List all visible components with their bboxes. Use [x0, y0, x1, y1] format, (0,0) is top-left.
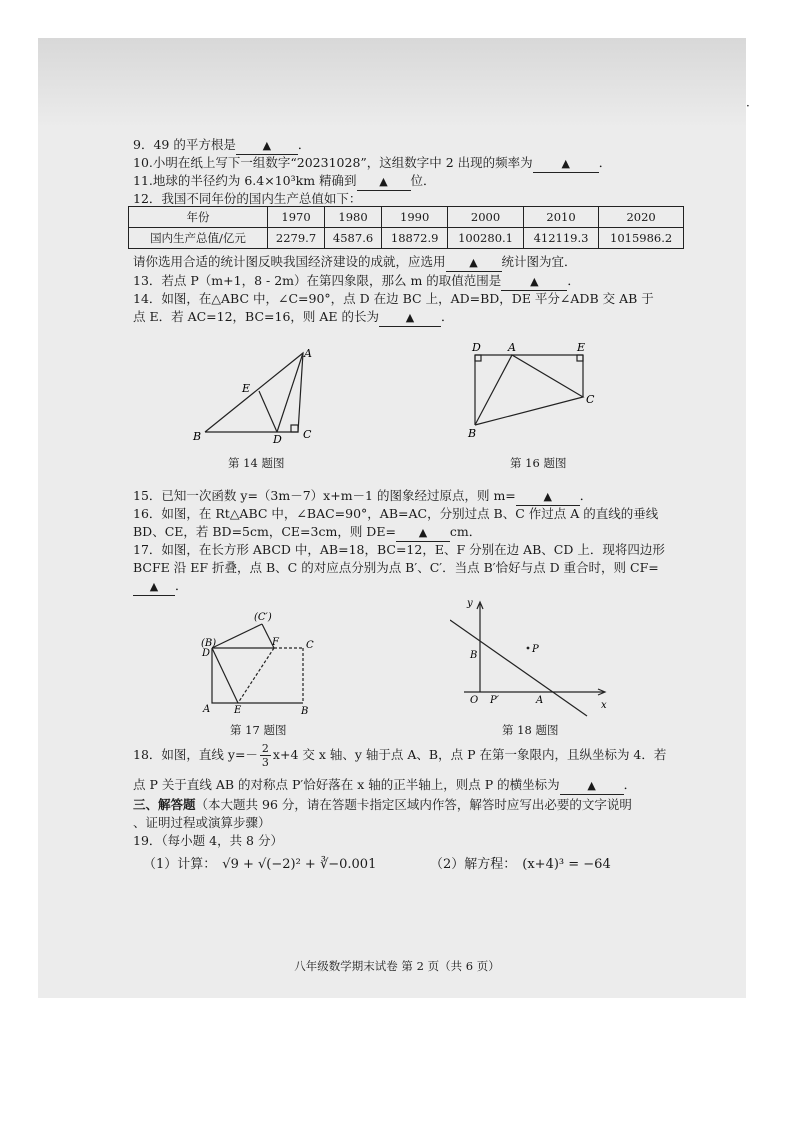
answer-blank: ▲	[560, 776, 624, 795]
point-P	[527, 647, 530, 650]
axis-y-label: y	[467, 598, 473, 609]
question-14-line2: 点 E．若 AC=12，BC=16，则 AE 的长为 ▲ ．	[133, 308, 454, 327]
question-17-line1: 17．如图，在长方形 ABCD 中，AB=18，BC=12，E、F 分别在边 AB、CD 上．现将四边形	[133, 542, 665, 557]
figure-16-caption: 第 16 题图	[510, 456, 567, 470]
table-cell: 4587.6	[325, 228, 382, 249]
fraction: $\frac{2}{3}$	[261, 742, 269, 769]
page-footer: 八年级数学期末试卷 第 2 页（共 6 页）	[294, 959, 500, 973]
table-row	[129, 207, 684, 228]
table-header: 国内生产总值/亿元	[129, 228, 268, 249]
table-cell: 2279.7	[268, 228, 325, 249]
section-3-line1: 三、解答题（本大题共 96 分，请在答题卡指定区域内作答，解答时应写出必要的文字说明	[133, 797, 632, 812]
answer-blank: ▲	[516, 487, 580, 506]
gdp-table	[128, 206, 684, 249]
label-B: B	[468, 427, 477, 440]
question-13: 13．若点 P（m+1，8 - 2m）在第四象限，那么 m 的取值范围是 ▲ ．	[133, 272, 580, 291]
table-cell: 1990	[382, 207, 448, 228]
label-E: E	[242, 382, 251, 395]
label-A: A	[508, 341, 516, 354]
label-E: E	[234, 705, 242, 716]
label-B: B	[193, 430, 202, 443]
question-10: 10.小明在纸上写下一组数字“20231028”，这组数字中 2 出现的频率为 ▲ ．	[133, 154, 611, 173]
figure-17-caption: 第 17 题图	[230, 723, 287, 737]
label-P-prime: P′	[490, 695, 499, 706]
label-C-prime: (C′)	[254, 612, 272, 623]
label-D: D	[472, 341, 481, 354]
answer-blank: ▲	[357, 172, 411, 191]
question-16-line1: 16．如图，在 Rt△ABC 中，∠BAC=90°，AB=AC，分别过点 B、C 作过点 A 的直线的垂线	[133, 506, 659, 521]
label-F: F	[272, 637, 279, 648]
answer-blank: ▲	[236, 136, 298, 155]
table-cell: 18872.9	[382, 228, 448, 249]
question-19-part1: （1）计算： √9 + √(−2)² + ∛−0.001	[143, 857, 377, 872]
label-E: E	[577, 341, 586, 354]
table-cell: 1970	[268, 207, 325, 228]
answer-blank: ▲	[396, 523, 450, 542]
figure-14-caption: 第 14 题图	[228, 456, 285, 470]
answer-blank: ▲	[379, 308, 441, 327]
figure-18-caption: 第 18 题图	[502, 723, 559, 737]
figure-16	[462, 335, 602, 445]
label-B: B	[470, 650, 478, 661]
label-C: C	[306, 640, 314, 651]
question-15: 15．已知一次函数 y=（3m－7）x+m－1 的图象经过原点，则 m= ▲ ．	[133, 487, 592, 506]
label-C: C	[303, 428, 312, 441]
label-A: A	[536, 695, 544, 706]
section-title: 三、解答题	[133, 797, 196, 812]
label-O: O	[470, 695, 479, 706]
table-header: 年份	[129, 207, 268, 228]
question-18-line2: 点 P 关于直线 AB 的对称点 P′恰好落在 x 轴的正半轴上，则点 P 的横坐标为 ▲ ．	[133, 776, 636, 795]
question-17-line2: BCFE 沿 EF 折叠，点 B、C 的对应点分别为点 B′、C′．当点 B′恰好与点 D 重合时，则 CF=	[133, 560, 659, 575]
question-12-prompt: 请你选用合适的统计图反映我国经济建设的成就，应选用 ▲ 统计图为宜．	[133, 253, 577, 272]
question-9: 9．49 的平方根是 ▲ ．	[133, 136, 310, 155]
label-D: D	[202, 648, 211, 659]
question-19-part2: （2）解方程： (x+4)³ = −64	[430, 857, 611, 872]
table-cell: 2000	[448, 207, 523, 228]
answer-blank: ▲	[501, 272, 567, 291]
question-16-line2: BD、CE，若 BD=5cm，CE=3cm，则 DE= ▲ cm．	[133, 523, 481, 542]
answer-blank: ▲	[446, 253, 502, 272]
figure-14	[185, 345, 325, 445]
label-B-prime: (B)	[201, 638, 217, 649]
label-C: C	[586, 393, 595, 406]
table-cell: 2020	[599, 207, 684, 228]
answer-blank: ▲	[533, 154, 599, 173]
label-P: P	[532, 644, 539, 655]
table-row	[129, 228, 684, 249]
page-top-shadow	[38, 38, 746, 128]
scan-mark: ·	[746, 99, 750, 113]
question-11: 11.地球的半径约为 6.4×10³km 精确到 ▲ 位．	[133, 172, 436, 191]
table-cell: 1015986.2	[599, 228, 684, 249]
answer-blank: ▲	[133, 577, 175, 596]
section-3-line2: 、证明过程或演算步骤）	[133, 815, 271, 830]
label-A: A	[203, 704, 211, 715]
question-17-line3: ▲ ．	[133, 577, 188, 596]
table-cell: 412119.3	[523, 228, 598, 249]
label-D: D	[273, 433, 282, 445]
label-B: B	[301, 706, 309, 716]
question-19-title: 19．（每小题 4，共 8 分）	[133, 833, 283, 848]
table-cell: 1980	[325, 207, 382, 228]
figure-17	[198, 608, 328, 716]
table-cell: 100280.1	[448, 228, 523, 249]
figure-18	[450, 596, 615, 720]
question-12-intro: 12．我国不同年份的国内生产总值如下：	[133, 191, 362, 206]
axis-x-label: x	[601, 700, 607, 711]
label-A: A	[304, 347, 312, 360]
question-18-line1: 18．如图，直线 y=－ $\frac{2}{3}$ x+4 交 x 轴、y 轴于点 A、B，点 P 在第一象限内，且纵坐标为 4．若	[133, 742, 667, 769]
table-cell: 2010	[523, 207, 598, 228]
question-14-line1: 14．如图，在△ABC 中，∠C=90°，点 D 在边 BC 上，AD=BD，DE 平分∠ADB 交 AB 于	[133, 291, 654, 306]
